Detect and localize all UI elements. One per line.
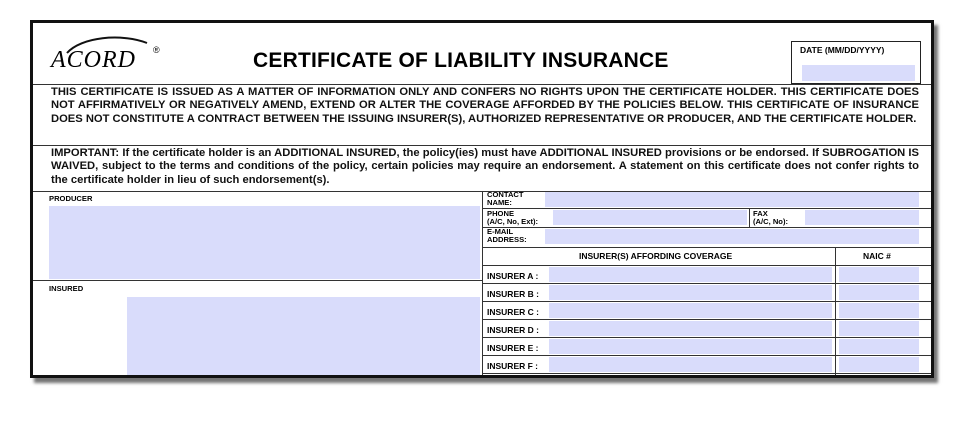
- naic-header: NAIC #: [863, 251, 891, 261]
- insurer-name-input[interactable]: [549, 303, 832, 318]
- phone-label: PHONE (A/C, No, Ext):: [487, 209, 539, 226]
- naic-input[interactable]: [839, 357, 919, 372]
- divider: [482, 283, 931, 284]
- producer-label: PRODUCER: [49, 194, 93, 203]
- divider: [482, 373, 931, 374]
- date-input[interactable]: [802, 65, 915, 81]
- acord-logo: ACORD: [51, 47, 136, 73]
- producer-field[interactable]: [49, 206, 480, 279]
- divider: [482, 355, 931, 356]
- insurer-name-input[interactable]: [549, 267, 832, 282]
- divider: [482, 301, 931, 302]
- insurer-name-input[interactable]: [549, 285, 832, 300]
- insurer-label: INSURER B :: [487, 289, 539, 299]
- divider: [33, 84, 931, 85]
- naic-input[interactable]: [839, 267, 919, 282]
- notice-paragraph: THIS CERTIFICATE IS ISSUED AS A MATTER OF INFORMATION ONLY AND CONFERS NO RIGHTS UPON THE CERTIFICATE HOLDER. THIS CERTIFICATE DOES NOT AFFIRMATIVELY OR NEGATIVELY AMEND, EXTEND OR ALTER THE COVERAGE AFFORDED BY THE POLICIES BELOW. THIS CERTIFICATE OF INSURANCE DOES NOT CONSTITUTE A CONTRACT BETWEEN THE ISSUING INSURER(S), AUTHORIZED REPRESENTATIVE OR PRODUCER, AND THE CERTIFICATE HOLDER.: [51, 86, 919, 125]
- page-title: CERTIFICATE OF LIABILITY INSURANCE: [253, 49, 669, 72]
- certificate-form: [30, 20, 934, 378]
- naic-column-divider: [835, 247, 836, 378]
- divider: [482, 319, 931, 320]
- naic-input[interactable]: [839, 303, 919, 318]
- insurers-header: INSURER(S) AFFORDING COVERAGE: [579, 251, 733, 261]
- phone-input[interactable]: [553, 210, 747, 225]
- insurer-label: INSURER C :: [487, 307, 539, 317]
- divider: [33, 145, 931, 146]
- insured-label: INSURED: [49, 284, 84, 293]
- email-label: E-MAIL ADDRESS:: [487, 227, 527, 244]
- important-paragraph: IMPORTANT: If the certificate holder is an ADDITIONAL INSURED, the policy(ies) must have ADDITIONAL INSURED provisions or be endorsed. If SUBROGATION IS WAIVED, subject to the terms and conditions of the policy, certain policies may require an endorsement. A statement on this certificate does not confer rights to the certificate holder in lieu of such endorsement(s).: [51, 147, 919, 186]
- insurer-label: INSURER A :: [487, 271, 539, 281]
- date-box: [791, 41, 921, 84]
- fax-input[interactable]: [805, 210, 919, 225]
- insurer-name-input[interactable]: [549, 357, 832, 372]
- naic-input[interactable]: [839, 285, 919, 300]
- divider: [33, 280, 482, 281]
- naic-input[interactable]: [839, 339, 919, 354]
- naic-input[interactable]: [839, 321, 919, 336]
- divider: [749, 209, 750, 227]
- contact-label: CONTACT NAME:: [487, 190, 524, 207]
- insurer-label: INSURER E :: [487, 343, 539, 353]
- contact-name-input[interactable]: [545, 192, 919, 207]
- divider: [482, 208, 931, 209]
- insurer-label: INSURER F :: [487, 361, 538, 371]
- divider: [482, 247, 931, 248]
- email-input[interactable]: [545, 229, 919, 244]
- date-label: DATE (MM/DD/YYYY): [800, 45, 885, 55]
- registered-mark: ®: [153, 45, 160, 55]
- insurer-name-input[interactable]: [549, 339, 832, 354]
- divider: [482, 227, 931, 228]
- insured-field[interactable]: [127, 297, 480, 378]
- divider: [482, 337, 931, 338]
- insurer-label: INSURER D :: [487, 325, 539, 335]
- column-divider: [482, 191, 483, 378]
- fax-label: FAX (A/C, No):: [753, 209, 789, 226]
- divider: [482, 265, 931, 266]
- insurer-name-input[interactable]: [549, 321, 832, 336]
